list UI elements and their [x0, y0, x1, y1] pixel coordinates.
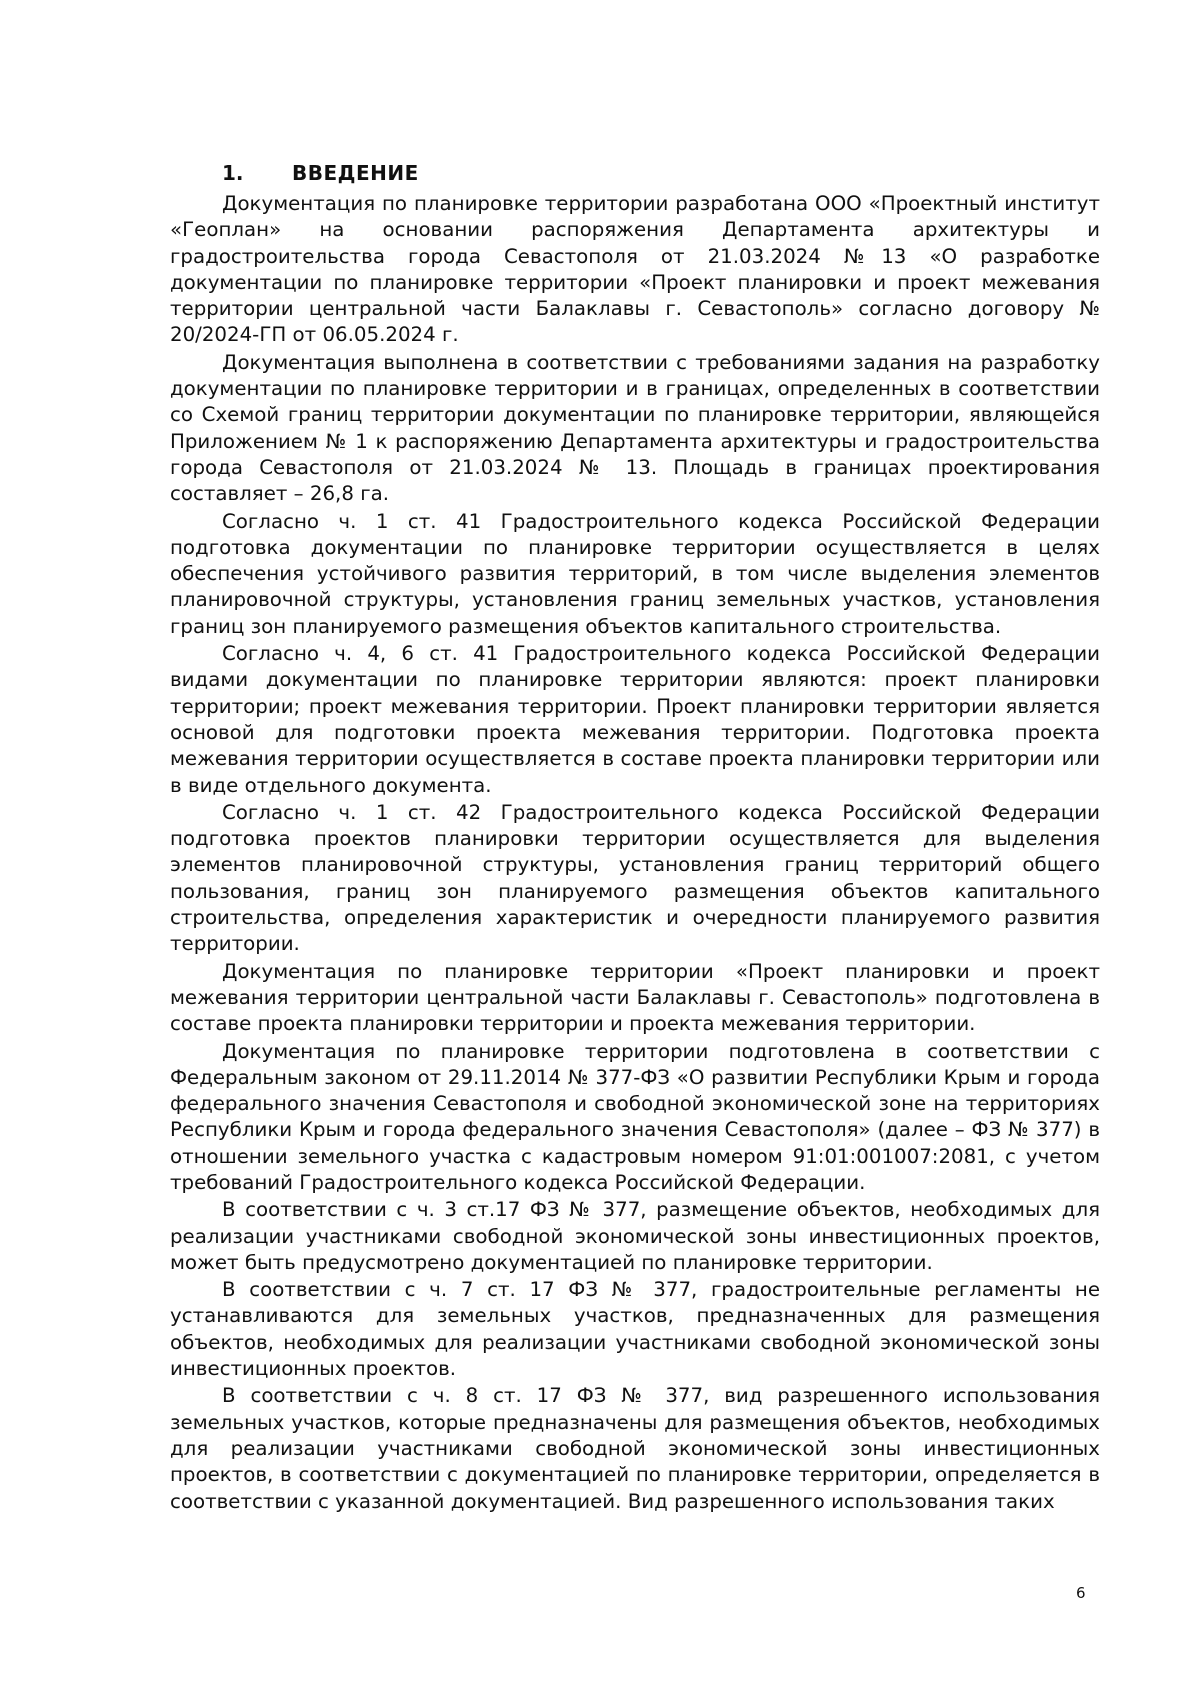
paragraph: Документация по планировке территории «Проект планировки и проект межевания территории центральной части Балаклавы г. Севастополь» подготовлена в составе проекта планировки территории и проекта межевания территории. — [170, 959, 1100, 1036]
paragraph: В соответствии с ч. 7 ст. 17 ФЗ № 377, градостроительные регламенты не устанавливаются для земельных участков, предназначенных для размещения объектов, необходимых для реализации участниками свободной экономической зоны инвестиционных проектов. — [170, 1278, 1100, 1381]
page-number: 6 — [1076, 1584, 1086, 1602]
paragraph: Согласно ч. 1 ст. 41 Градостроительного кодекса Российской Федерации подготовка документации по планировке территории осуществляется в целях обеспечения устойчивого развития территорий, в том числе выделения элементов планировочной структуры, установления границ земельных участков, установления границ зон планируемого размещения объектов капитального строительства. — [170, 509, 1100, 638]
section-number: 1. — [222, 161, 244, 185]
paragraph: Документация выполнена в соответствии с требованиями задания на разработку документации по планировке территории и в границах, определенных в соответствии со Схемой границ территории документации по планировке территории, являющейся Приложением № 1 к распоряжению Департамента архитектуры и градостроительства города Севастополя от 21.03.2024 № 13. Площадь в границах проектирования составляет – 26,8 га. — [170, 350, 1100, 506]
paragraph: Согласно ч. 1 ст. 42 Градостроительного кодекса Российской Федерации подготовка проектов планировки территории осуществляется для выделения элементов планировочной структуры, установления границ территорий общего пользования, границ зон планируемого размещения объектов капитального строительства, определения характеристик и очередности планируемого развития территории. — [170, 800, 1100, 956]
paragraph: Документация по планировке территории подготовлена в соответствии с Федеральным законом от 29.11.2014 № 377-ФЗ «О развитии Республики Крым и города федерального значения Севастополя и свободной экономической зоне на территориях Республики Крым и города федерального значения Севастополя» (далее – ФЗ № 377) в отношении земельного участка с кадастровым номером 91:01:001007:2081, с учетом требований Градостроительного кодекса Российской Федерации. — [170, 1039, 1100, 1194]
section-title: ВВЕДЕНИЕ — [292, 161, 419, 185]
paragraph: В соответствии с ч. 3 ст.17 ФЗ № 377, размещение объектов, необходимых для реализации участниками свободной экономической зоны инвестиционных проектов, может быть предусмотрено документацией по планировке территории. — [170, 1198, 1100, 1274]
paragraph: В соответствии с ч. 8 ст. 17 ФЗ № 377, вид разрешенного использования земельных участков, которые предназначены для размещения объектов, необходимых для реализации участниками свободной экономической зоны инвестиционных проектов, в соответствии с документацией по планировке территории, определяется в соответствии с указанной документацией. Вид разрешенного использования таких — [170, 1384, 1100, 1513]
section-heading — [170, 160, 1100, 187]
paragraph: Документация по планировке территории разработана ООО «Проектный институт «Геоплан» на основании распоряжения Департамента архитектуры и градостроительства города Севастополя от 21.03.2024 №13 «О разработке документации по планировке территории «Проект планировки и проект межевания территории центральной части Балаклавы г. Севастополь» согласно договору № 20/2024-ГП от 06.05.2024 г. — [170, 192, 1100, 347]
page-content — [170, 160, 1100, 1515]
paragraph: Согласно ч. 4, 6 ст. 41 Градостроительного кодекса Российской Федерации видами документации по планировке территории являются: проект планировки территории; проект межевания территории. Проект планировки территории является основой для подготовки проекта межевания территории. Подготовка проекта межевания территории осуществляется в составе проекта планировки территории или в виде отдельного документа. — [170, 642, 1100, 797]
